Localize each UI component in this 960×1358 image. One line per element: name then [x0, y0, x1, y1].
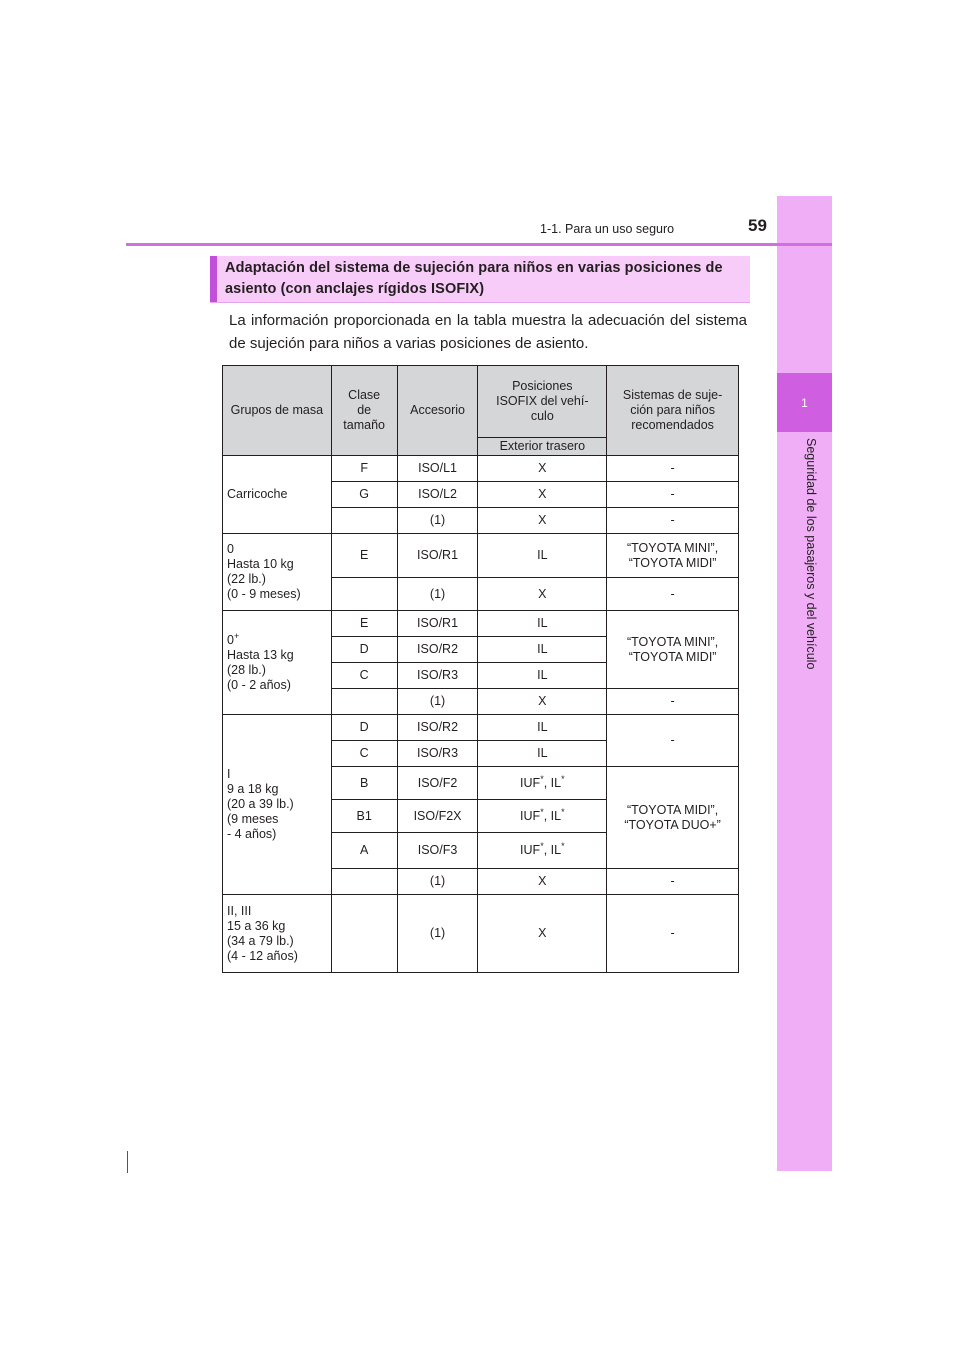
chapter-sidebar — [777, 196, 832, 1171]
recommended-line: “TOYOTA MINI”, — [626, 540, 719, 555]
recommended-cell: - — [607, 508, 739, 534]
fixture-cell: ISO/L1 — [397, 456, 478, 482]
group-age: (0 - 9 meses) — [227, 587, 301, 601]
size-cell: D — [331, 715, 397, 741]
fixture-cell: (1) — [397, 895, 478, 973]
group-weight: Hasta 10 kg — [227, 557, 294, 571]
table-row — [223, 534, 739, 578]
header-rear-outboard: Exterior trasero — [478, 438, 607, 456]
table-row — [223, 715, 739, 741]
size-cell — [331, 689, 397, 715]
chapter-number-tab[interactable] — [777, 373, 832, 432]
recommended-cell: - — [607, 482, 739, 508]
fixture-cell: ISO/R1 — [397, 534, 478, 578]
group-weight-lb: (28 lb.) — [227, 662, 266, 677]
position-cell: X — [478, 508, 607, 534]
recommended-line: “TOYOTA MINI”, — [626, 634, 719, 649]
header-group: Grupos de masa — [223, 366, 332, 456]
size-cell — [331, 895, 397, 973]
group-name: I — [227, 767, 231, 781]
recommended-cell: - — [607, 689, 739, 715]
size-cell: E — [331, 611, 397, 637]
position-cell: X — [478, 456, 607, 482]
position-cell: IL — [478, 663, 607, 689]
group-0 — [223, 534, 332, 611]
table-row — [223, 456, 739, 482]
header-rule — [126, 243, 832, 246]
group-name: 0+ — [227, 630, 240, 647]
group-age: (9 meses — [227, 812, 279, 826]
position-cell: IUF*, IL* — [478, 767, 607, 800]
fixture-cell: ISO/R3 — [397, 663, 478, 689]
position-cell: X — [478, 578, 607, 611]
isofix-table — [222, 365, 739, 973]
group-carrycot: Carricoche — [223, 456, 332, 534]
position-cell: X — [478, 869, 607, 895]
header-section-label: 1-1. Para un uso seguro — [540, 222, 675, 236]
position-cell: IL — [478, 715, 607, 741]
fixture-cell: ISO/R1 — [397, 611, 478, 637]
fixture-cell: ISO/F3 — [397, 833, 478, 869]
crop-mark — [127, 1151, 128, 1173]
size-cell: A — [331, 833, 397, 869]
position-cell: X — [478, 482, 607, 508]
group-age: - 4 años) — [227, 827, 277, 841]
group-age: (4 - 12 años) — [227, 948, 298, 963]
section-title-accent — [210, 256, 217, 302]
header-size: Clase de tamaño — [331, 366, 397, 456]
size-cell: B — [331, 767, 397, 800]
recommended-cell: - — [607, 715, 739, 767]
chapter-title: Seguridad de los pasajeros y del vehículo — [804, 438, 818, 670]
position-cell: IUF*, IL* — [478, 800, 607, 833]
chapter-number: 1 — [801, 395, 808, 410]
header-positions: Posiciones ISOFIX del vehí-culo — [478, 366, 607, 438]
group-weight-lb: (34 a 79 lb.) — [227, 933, 294, 948]
recommended-cell: - — [607, 578, 739, 611]
recommended-line: “TOYOTA DUO+” — [624, 817, 721, 832]
position-cell: IL — [478, 534, 607, 578]
size-cell — [331, 578, 397, 611]
group-name: II, III — [227, 903, 252, 918]
fixture-cell: (1) — [397, 689, 478, 715]
size-cell: C — [331, 741, 397, 767]
asterisk-note: * — [561, 840, 565, 851]
asterisk-note: * — [540, 806, 544, 817]
fixture-cell: ISO/F2 — [397, 767, 478, 800]
asterisk-note: * — [540, 840, 544, 851]
recommended-line: “TOYOTA MIDI”, — [626, 802, 719, 817]
fixture-cell: ISO/F2X — [397, 800, 478, 833]
fixture-cell: ISO/R2 — [397, 715, 478, 741]
table-row — [223, 611, 739, 637]
fixture-cell: (1) — [397, 578, 478, 611]
group-2-3 — [223, 895, 332, 973]
size-cell: F — [331, 456, 397, 482]
group-weight: Hasta 13 kg — [227, 647, 294, 662]
group-1 — [223, 715, 332, 895]
page-number: 59 — [748, 216, 767, 235]
group-superscript: + — [233, 630, 240, 641]
fixture-cell: ISO/R2 — [397, 637, 478, 663]
recommended-cell: - — [607, 869, 739, 895]
table-row — [223, 895, 739, 973]
size-cell — [331, 508, 397, 534]
group-weight: 15 a 36 kg — [227, 918, 286, 933]
position-cell: IL — [478, 637, 607, 663]
size-cell: B1 — [331, 800, 397, 833]
size-cell: C — [331, 663, 397, 689]
position-cell: IL — [478, 741, 607, 767]
header-fixture: Accesorio — [397, 366, 478, 456]
group-weight-lb: (22 lb.) — [227, 572, 266, 586]
group-0-plus — [223, 611, 332, 715]
recommended-line: “TOYOTA MIDI” — [628, 555, 717, 570]
position-cell: X — [478, 895, 607, 973]
fixture-cell: (1) — [397, 508, 478, 534]
recommended-cell — [607, 534, 739, 578]
fixture-cell: ISO/L2 — [397, 482, 478, 508]
group-weight-lb: (20 a 39 lb.) — [227, 797, 294, 811]
size-cell — [331, 869, 397, 895]
section-title: Adaptación del sistema de sujeción para niños en varias posiciones de asiento (con anclajes rígidos ISOFIX) — [225, 260, 723, 297]
size-cell: D — [331, 637, 397, 663]
group-weight: 9 a 18 kg — [227, 782, 279, 796]
asterisk-note: * — [540, 773, 544, 784]
fixture-cell: ISO/R3 — [397, 741, 478, 767]
group-age: (0 - 2 años) — [227, 677, 291, 692]
fixture-cell: (1) — [397, 869, 478, 895]
header-recommended: Sistemas de suje-ción para niños recomendados — [607, 366, 739, 456]
recommended-cell: - — [607, 456, 739, 482]
intro-paragraph: La información proporcionada en la tabla muestra la adecuación del sistema de sujeción para niños a varias posiciones de asiento. — [229, 312, 747, 352]
size-cell: E — [331, 534, 397, 578]
asterisk-note: * — [561, 773, 565, 784]
asterisk-note: * — [561, 806, 565, 817]
group-name: 0 — [227, 542, 234, 556]
position-cell: IUF*, IL* — [478, 833, 607, 869]
recommended-cell — [607, 767, 739, 869]
recommended-cell — [607, 611, 739, 689]
position-cell: IL — [478, 611, 607, 637]
position-cell: X — [478, 689, 607, 715]
recommended-line: “TOYOTA MIDI” — [628, 649, 717, 664]
recommended-cell: - — [607, 895, 739, 973]
size-cell: G — [331, 482, 397, 508]
